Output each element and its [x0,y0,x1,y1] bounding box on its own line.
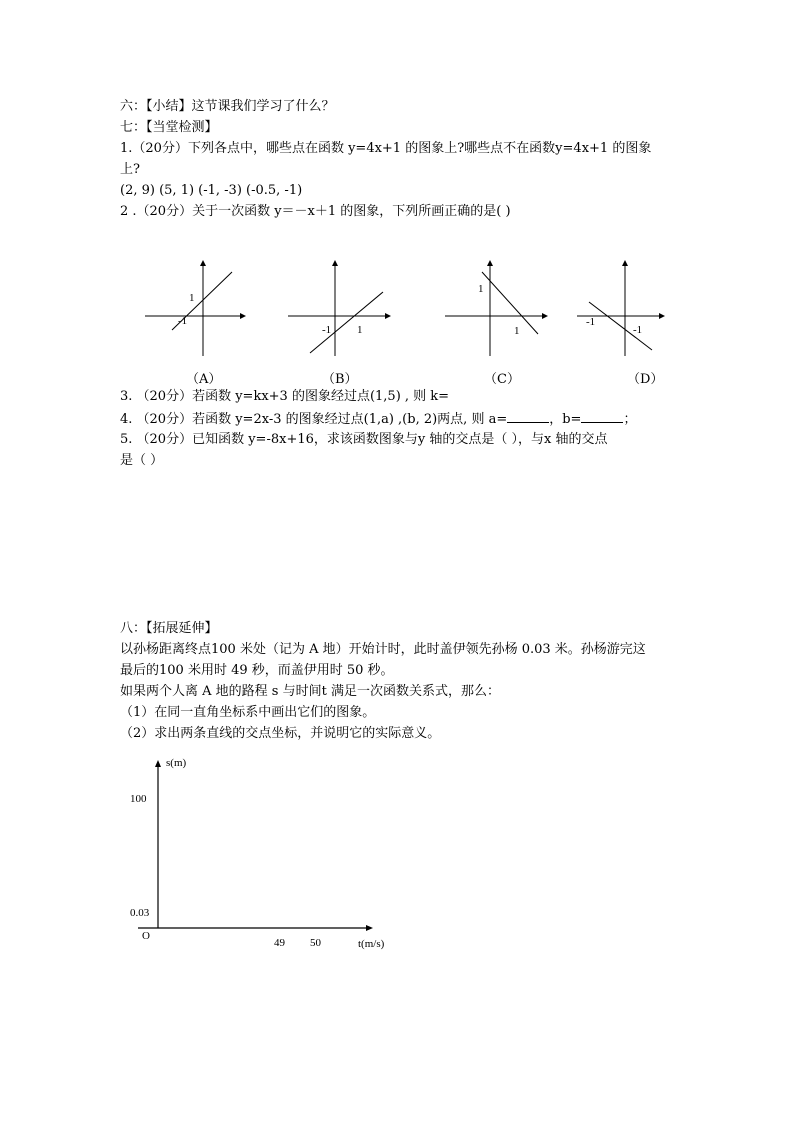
extension-line1: 以孙杨距离终点100 米处（记为 A 地）开始计时，此时盖伊领先孙杨 0.03 米。孙杨游完这 [120,642,646,657]
option-b-label: （B） [322,372,358,387]
question4-text-mid: ，b= [549,412,582,427]
section6-heading: 六：【小结】这节课我们学习了什么？ [120,99,335,114]
option-d-mark-1: -1 [586,316,596,328]
extension-item1: （1）在同一直角坐标系中画出它们的图象。 [120,705,376,720]
question1-line2: 上? [120,162,140,177]
extension-line3: 如果两个人离 A 地的路程 s 与时间t 满足一次函数关系式，那么： [120,684,500,699]
xtick-49: 49 [274,937,285,949]
question2: 2 .（20分）关于一次函数 y＝－x＋1 的图象，下列所画正确的是( ) [120,204,511,219]
option-a-mark-2: -1 [178,315,188,327]
question4-text: 4. （20分）若函数 y=2x-3 的图象经过点(1,a) ,(b, 2)两点, 则 a= [120,412,508,427]
option-a-graph [140,258,250,358]
origin-label: O [142,930,150,942]
ytick-0-03: 0.03 [130,907,150,919]
question3: 3. （20分）若函数 y=kx+3 的图象经过点(1,5) , 则 k= [120,389,450,404]
option-c-label: （C） [484,372,520,387]
option-a-mark-1: 1 [189,292,195,304]
option-d-graph [575,258,685,358]
ytick-100: 100 [130,793,147,805]
option-a-label: （A） [186,372,222,387]
x-axis-label: t(m/s) [358,938,385,950]
section8-heading: 八：【拓展延伸】 [120,621,218,636]
extension-item2: （2）求出两条直线的交点坐标，并说明它的实际意义。 [120,726,441,741]
option-c-mark-1: 1 [478,283,484,295]
answer-blank-a[interactable] [507,410,549,423]
extension-line2: 最后的100 米用时 49 秒，而盖伊用时 50 秒。 [120,663,394,678]
option-b-mark-1: -1 [322,324,332,336]
question1-points: (2, 9) (5, 1) (-1, -3) (-0.5, -1) [120,183,303,198]
blank-coordinate-axes [120,750,410,960]
question5-line2: 是（ ） [120,453,164,468]
section7-heading: 七：【当堂检测】 [120,120,218,135]
y-axis-label: s(m) [166,757,187,769]
question1-line1: 1.（20分）下列各点中，哪些点在函数 y=4x+1 的图象上?哪些点不在函数y=4x+1 的图象 [120,141,652,156]
xtick-50: 50 [310,937,321,949]
question4-text-end: ； [623,412,637,427]
option-c-graph [442,258,552,358]
answer-blank-b[interactable] [581,410,623,423]
option-b-graph [285,258,395,358]
option-b-mark-2: 1 [357,324,363,336]
option-c-mark-2: 1 [514,325,520,337]
option-d-label: （D） [627,372,664,387]
question4 [120,410,636,429]
question5-line1: 5. （20分）已知函数 y=-8x+16，求该函数图象与y 轴的交点是（ ），与x 轴的交点 [120,432,608,447]
option-d-mark-2: -1 [633,324,643,336]
